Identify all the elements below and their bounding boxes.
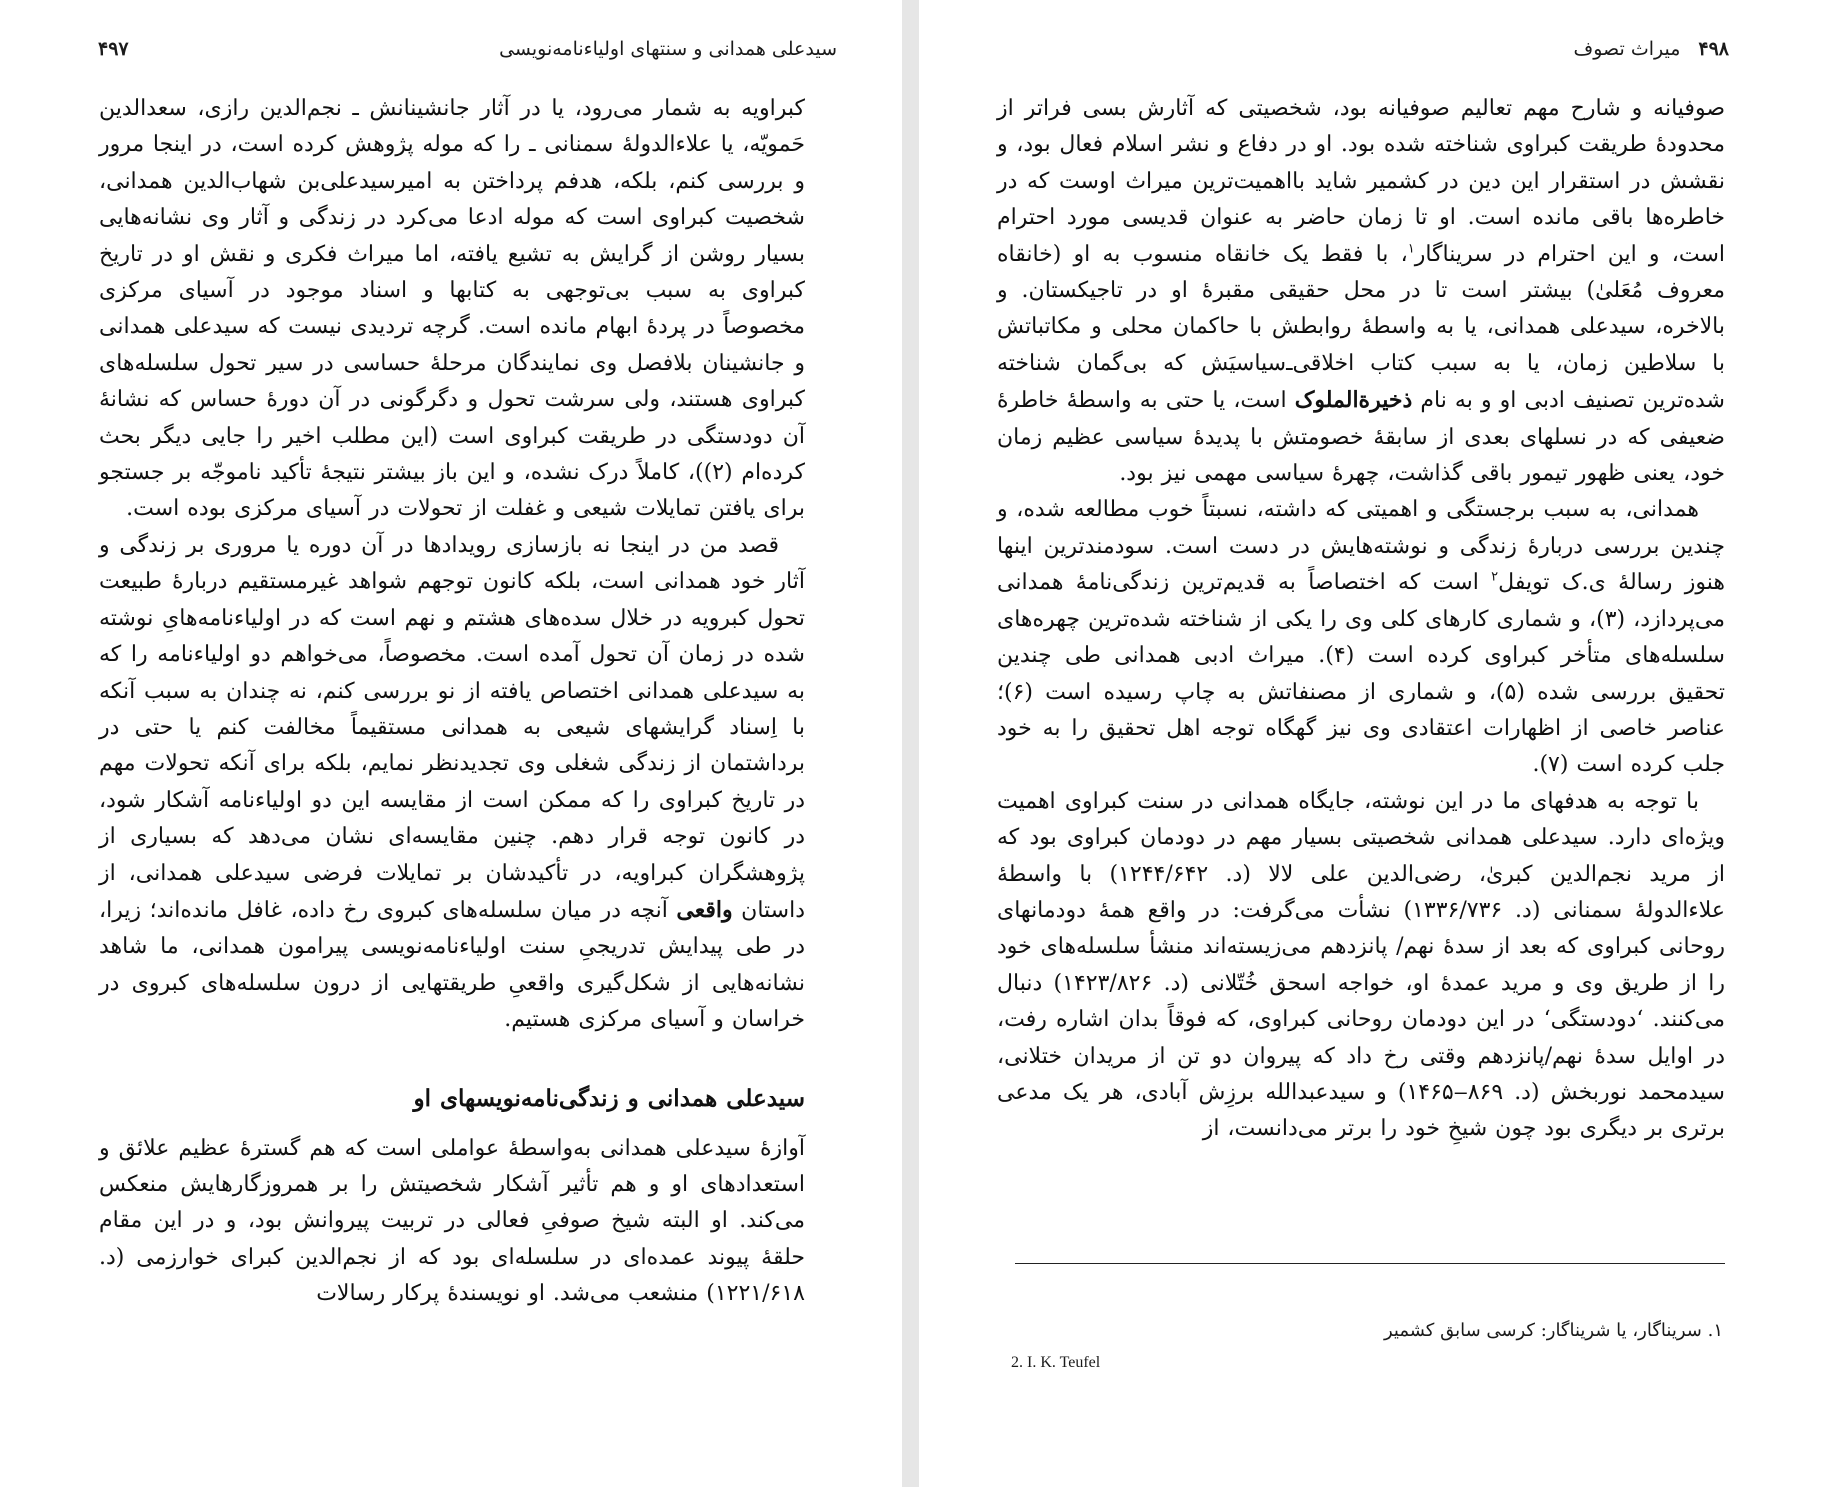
body-text bbox=[99, 91, 805, 1313]
footnote-2: 2. I. K. Teufel bbox=[1011, 1354, 1101, 1371]
emphasized-title: ذخیرة‌الملوک bbox=[1294, 387, 1413, 414]
paragraph: کبراویه به شمار می‌رود، یا در آثار جانشینانش ـ نجم‌الدین رازی، سعدالدین حَمویّه، یا علاءالدولهٔ سمنانی ـ را که موله پژوهش کرده است، در اینجا مرور و بررسی کنم، بلکه، هدفم پرداختن به امیرسیدعلی‌بن شهاب‌الدین همدانی، شخصیت کبراوی است که موله ادعا می‌کرد در زندگی و آثار وی نشانه‌هایی بسیار روشن از گرایش به تشیع یافته، اما میراث فکری و نقش او در تاریخ کبراوی به سبب بی‌توجهی به کتابها و اسناد موجود در آسیای مرکزی مخصوصاً در پردهٔ ابهام مانده است. گرچه تردیدی نیست که سیدعلی همدانی و جانشینان بلافصل وی نمایندگان مرحلهٔ حساسی در سیر تحول سلسله‌های کبراوی هستند، ولی سرشت تحول و دگرگونی در آن دورهٔ حساس که نشانهٔ آن دودستگی در طریقت کبراوی است (این مطلب اخیر را جایی دیگر بحث کرده‌ام (۲))، کاملاً درک نشده، و این باز بیشتر نتیجهٔ تأکید ناموجّه بر جستجو برای یافتن تمایلات شیعی و غفلت از تحولات در آسیای مرکزی بوده است. bbox=[99, 96, 806, 522]
text-run: ، با فقط یک خانقاه منسوب به او (خانقاه معروف مُعَلیٰ) بیشتر است تا در محل حقیقی مقبرهٔ او در تاجیکستان. و بالاخره، سیدعلی همدانی، یا به واسطهٔ روابطش با حاکمان محلی و مکاتباتش با سلاطین زمان، یا به سبب کتاب اخلاقی‌ـ‌سیاسیَش که بی‌گمان شناخته شده‌ترین تصنیف ادبی او و به نام bbox=[997, 241, 1725, 414]
text-run: آنچه در میان سلسله‌های کبروی رخ داده، غافل مانده‌اند؛ زیرا، در طی پیدایش تدریجیِ سنت اولیاءنامه‌نویسی پیرامون همدانی، ما شاهد نشانه‌هایی از شکل‌گیری واقعیِ طریقتهایی از درون سلسله‌های کبروی در خراسان و آسیای مرکزی هستیم. bbox=[99, 897, 806, 1033]
page-number: ۴۹۸ bbox=[1698, 38, 1729, 60]
paragraph bbox=[997, 91, 1725, 492]
paragraph: آوازهٔ سیدعلی همدانی به‌واسطهٔ عواملی است که هم گسترهٔ عظیم علائق و استعدادهای او و هم تأثیر آشکار شخصیتش را بر همروزگارهایش منعکس می‌کند. او البته شیخ صوفیِ فعالی در تربیت پیروانش بود، و در این مقام حلقهٔ پیوند عمده‌ای در سلسله‌ای بود که از نجم‌الدین کبرای خوارزمی (د. ۱۲۲۱/۶۱۸) منشعب می‌شد. او نویسندهٔ پرکار رسالات bbox=[99, 1135, 805, 1307]
text-run: قصد من در اینجا نه بازسازی رویدادها در آن دوره یا مروری بر زندگی و آثار خود همدانی است، بلکه کانون توجهم شواهد غیرمستقیم دربارهٔ طبیعت تحول کبرویه در خلال سده‌های هشتم و نهم است که در اولیاءنامه‌هایِ نوشته شده در زمان آن تحول آمده است. مخصوصاً، می‌خواهم دو اولیاءنامه را که به سیدعلی همدانی اختصاص یافته از نو بررسی کنم، نه چندان به سبب آنکه با اِسناد گرایشهای شیعی به همدانی مستقیماً مخالفت کنم یا حتی در برداشتمان از زندگی شغلی وی تجدیدنظر نمایم، بلکه برای آنکه تحولات مهم در تاریخ کبراوی را که ممکن است از مقایسه این دو اولیاءنامه آشکار شود، در کانون توجه قرار دهم. چنین مقایسه‌ای نشان می‌دهد که بسیاری از پژوهشگران کبراویه، در تأکیدشان بر تمایلات فرضی سیدعلی همدانی، از داستان bbox=[99, 532, 806, 923]
running-title: سیدعلی همدانی و سنتهای اولیاءنامه‌نویسی bbox=[499, 38, 837, 60]
paragraph bbox=[99, 528, 805, 1039]
running-header bbox=[98, 38, 837, 72]
footnote-divider bbox=[1015, 1263, 1725, 1264]
text-run: است، یا حتی به واسطهٔ خاطرهٔ ضعیفی که در نسلهای بعدی از سابقهٔ خصومتش با پدیدهٔ سیاسی عظیم زمان خود، یعنی ظهور تیمور باقی گذاشت، چهرهٔ سیاسی مهمی نیز بود. bbox=[997, 388, 1725, 487]
running-header bbox=[1574, 38, 1730, 72]
text-run: است که اختصاصاً به قدیم‌ترین زندگی‌نامهٔ همدانی می‌پردازد، (۳)، و شماری کارهای کلی وی را یکی از شناخته شده‌ترین چهره‌های سلسله‌های متأخر کبراوی کرده است (۴). میراث ادبی همدانی طی چندین تحقیق بررسی شده (۵)، و شماری از مصنفاتش به چاپ رسیده است (۶)؛ عناصر خاصی از اظهارات اعتقادی وی نیز گهگاه توجه اهل تحقیق را به خود جلب کرده است (۷). bbox=[997, 570, 1726, 778]
paragraph bbox=[997, 492, 1725, 783]
left-page bbox=[0, 0, 902, 1487]
footnote-1: ۱. سریناگار، یا شریناگار: کرسی سابق کشمیر bbox=[1383, 1320, 1723, 1341]
running-title: میراث تصوف bbox=[1573, 38, 1681, 60]
text-run: صوفیانه و شارح مهم تعالیم صوفیانه بود، شخصیتی که آثارش بسی فراتر از محدودهٔ طریقت کبراوی شناخته شده بود. او در دفاع و نشر اسلام فعال بود، و نقشش در استقرار این دین در کشمیر شاید بااهمیت‌ترین میراث اوست که در خاطره‌ها باقی مانده است. او تا زمان حاضر به عنوان قدیسی مورد احترام است، و این احترام در سریناگار bbox=[997, 96, 1725, 267]
section-heading: سیدعلی همدانی و زندگی‌نامه‌نویسهای او bbox=[413, 1084, 805, 1112]
body-text bbox=[997, 91, 1725, 1148]
page-number: ۴۹۷ bbox=[98, 38, 129, 60]
right-page bbox=[919, 0, 1821, 1487]
footnote-marker[interactable]: ۱ bbox=[1407, 241, 1415, 257]
footnote-marker[interactable]: ۲ bbox=[1491, 569, 1499, 585]
emphasized-word: واقعی bbox=[676, 896, 733, 923]
text-run: همدانی، به سبب برجستگی و اهمیتی که داشته، نسبتاً خوب مطالعه شده، و چندین بررسی دربارهٔ زندگی و نوشته‌هایش در دست است. سودمندترین اینها هنوز رسالهٔ ی.ک تویفل bbox=[997, 497, 1725, 596]
paragraph: با توجه به هدفهای ما در این نوشته، جایگاه همدانی در سنت کبراوی اهمیت ویژه‌ای دارد. سیدعلی همدانی شخصیتی بسیار مهم در دودمان کبراوی بود که از مرید نجم‌الدین کبریٰ، رضی‌الدین علی لالا (د. ۱۲۴۴/۶۴۲) با واسطهٔ علاءالدولهٔ سمنانی (د. ۱۳۳۶/۷۳۶) نشأت می‌گرفت: در واقع همهٔ دودمانهای روحانی کبراوی که بعد از سدهٔ نهم/ پانزدهم می‌زیسته‌اند منشأ سلسله‌های خود را از طریق وی و مرید عمدهٔ او، خواجه اسحق خُتّلانی (د. ۱۴۲۳/۸۲۶) دنبال می‌کنند. ‘دودستگی‘ در این دودمان روحانی کبراوی، که فوقاً بدان اشاره رفت، در اوایل سدهٔ نهم/پانزدهم وقتی رخ داد که پیروان دو تن از مریدان ختلانی، سیدمحمد نوربخش (د. ۸۶۹‒۱۴۶۵) و سیدعبدالله برزِش آبادی، هر یک مدعی برتری بر دیگری بود چون شیخِ خود را برتر می‌دانست، از bbox=[997, 788, 1726, 1142]
